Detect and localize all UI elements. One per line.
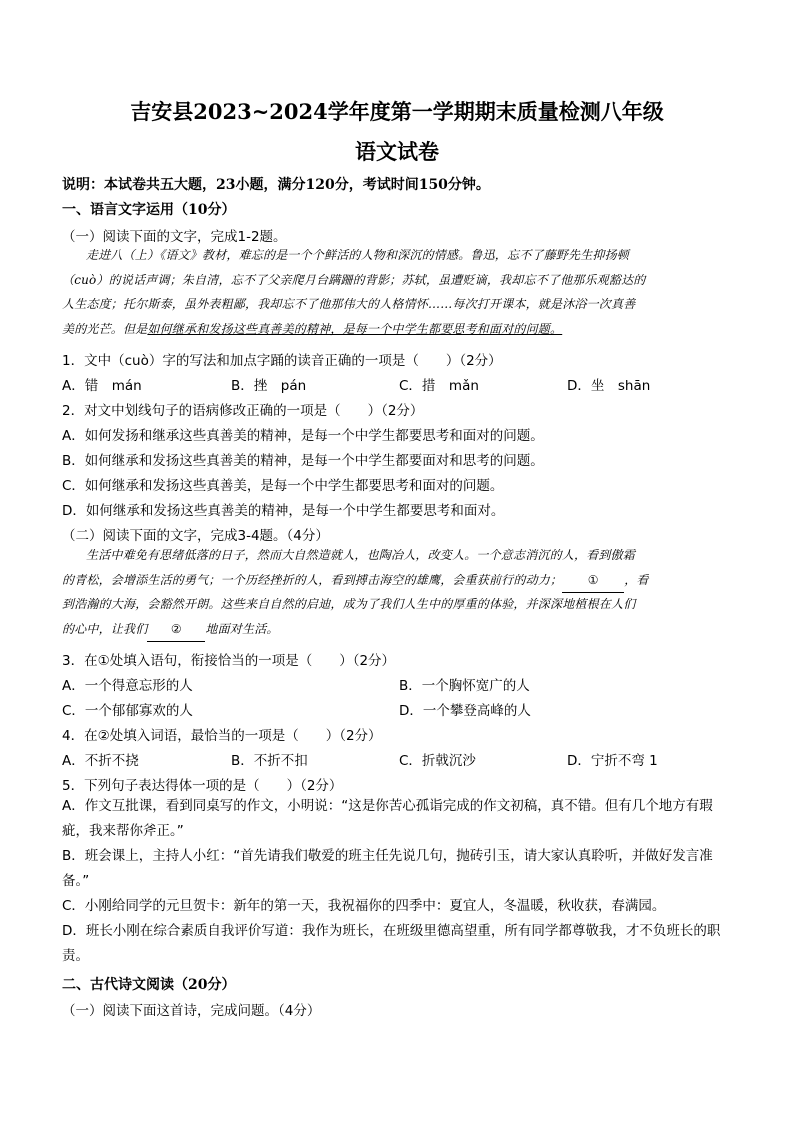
q4-stem: 4．在②处填入词语，最恰当的一项是（ ）（2分） bbox=[62, 728, 382, 744]
q1-stem: 1．文中（cuò）字的写法和加点字踊的读音正确的一项是（ ）（2分） bbox=[62, 353, 502, 369]
q2-stem: 2．对文中划线句子的语病修改正确的一项是（ ）（2分） bbox=[62, 403, 424, 419]
passage1-line: 美的光芒。但是 bbox=[62, 321, 148, 336]
q2-option-b: B．如何继承和发扬这些真善美的精神，是每一个中学生都要面对和思考的问题。 bbox=[62, 453, 544, 469]
passage1-line: 人生态度；托尔斯泰，虽外表粗鄙，我却忘不了他那伟大的人格情怀……每次打开课本，就是沐浴一次真善 bbox=[62, 297, 636, 312]
part1-intro: （一）阅读下面的文字，完成1-2题。 bbox=[62, 229, 287, 245]
q5-option-c: C．小刚给同学的元旦贺卡：新年的第一天，我祝福你的四季中：夏宜人，冬温暖，秋收获，春满园。 bbox=[62, 898, 666, 914]
q3-stem: 3．在①处填入语句，衔接恰当的一项是（ ）（2分） bbox=[62, 653, 396, 669]
q3-option-c: C．一个郁郁寡欢的人 bbox=[62, 703, 193, 719]
underlined-sentence: 如何继承和发扬这些真善美的精神，是每一个中学生都要思考和面对的问题。 bbox=[147, 321, 563, 336]
q4-option-d: D．宁折不弯 1 bbox=[567, 753, 658, 769]
passage2-line: 到浩瀚的大海，会豁然开朗。这些来自自然的启迪，成为了我们人生中的厚重的体验，并深深地植根在人们 bbox=[62, 597, 636, 612]
q3-option-a: A．一个得意忘形的人 bbox=[62, 678, 193, 694]
passage2 bbox=[62, 543, 734, 641]
exam-subtitle: 语文试卷 bbox=[355, 139, 439, 164]
q4-option-b: B．不折不扣 bbox=[231, 753, 308, 769]
q2-option-a: A．如何发扬和继承这些真善美的精神，是每一个中学生都要思考和面对的问题。 bbox=[62, 428, 544, 444]
exam-title: 吉安县2023~2024学年度第一学期期末质量检测八年级 bbox=[130, 99, 664, 124]
q1-option-a: A．错 mán bbox=[62, 378, 142, 394]
section2-part1-intro: （一）阅读下面这首诗，完成问题。（4分） bbox=[62, 1003, 321, 1019]
q1-option-b: B．挫 pán bbox=[231, 378, 307, 394]
passage2-line: ，看 bbox=[624, 572, 649, 587]
q1-option-d: D．坐 shān bbox=[567, 378, 651, 394]
blank-1: ① bbox=[562, 568, 624, 594]
section2-heading: 二、古代诗文阅读（20分） bbox=[62, 977, 236, 993]
part2-intro: （二）阅读下面的文字，完成3-4题。（4分） bbox=[62, 528, 329, 544]
q5-option-a: A．作文互批课，看到同桌写的作文，小明说：“这是你苦心孤诣完成的作文初稿，真不错。但有几个地方有瑕疵，我来帮你斧正。” bbox=[62, 798, 713, 839]
q3-option-b: B．一个胸怀宽广的人 bbox=[399, 678, 530, 694]
q2-option-c: C．如何继承和发扬这些真善美，是每一个中学生都要思考和面对的问题。 bbox=[62, 478, 504, 494]
q4-option-c: C．折戟沉沙 bbox=[399, 753, 476, 769]
q4-option-a: A．不折不挠 bbox=[62, 753, 139, 769]
q5-option-b: B．班会课上，主持人小红：“首先请我们敬爱的班主任先说几句，抛砖引玉，请大家认真聆听，并做好发言准备。” bbox=[62, 848, 713, 889]
passage1-line: 走进八（上）《语文》教材，难忘的是一个个鲜活的人物和深沉的情感。鲁迅，忘不了藤野先生抑扬顿 bbox=[86, 248, 630, 262]
q5-option-d: D．班长小刚在综合素质自我评价写道：我作为班长，在班级里德高望重，所有同学都尊敬我，才不负班长的职责。 bbox=[62, 923, 721, 964]
blank-2: ② bbox=[147, 617, 205, 643]
passage2-line: 的青松，会增添生活的勇气；一个历经挫折的人，看到搏击海空的雄鹰，会重获前行的动力； bbox=[62, 572, 563, 587]
q3-option-d: D．一个攀登高峰的人 bbox=[399, 703, 531, 719]
q1-option-c: C．措 mǎn bbox=[399, 378, 479, 394]
q2-option-d: D．如何继承和发扬这些真善美的精神，是每一个中学生都要思考和面对。 bbox=[62, 503, 505, 519]
passage2-line: 的心中，让我们 bbox=[62, 621, 148, 636]
instructions: 说明：本试卷共五大题，23小题，满分120分，考试时间150分钟。 bbox=[62, 177, 490, 193]
section1-heading: 一、语言文字运用（10分） bbox=[62, 202, 236, 218]
q5-stem: 5．下列句子表达得体一项的是（ ）（2分） bbox=[62, 778, 343, 794]
passage1-line: （cuò）的说话声调；朱自清，忘不了父亲爬月台蹒跚的背影；苏轼，虽遭贬谪，我却忘不了他那乐观豁达的 bbox=[62, 272, 646, 287]
passage2-line: 生活中难免有思绪低落的日子，然而大自然造就人，也陶冶人，改变人。一个意志消沉的人，看到傲霜 bbox=[86, 548, 636, 562]
passage2-line: 地面对生活。 bbox=[205, 621, 279, 636]
passage1 bbox=[62, 243, 734, 341]
